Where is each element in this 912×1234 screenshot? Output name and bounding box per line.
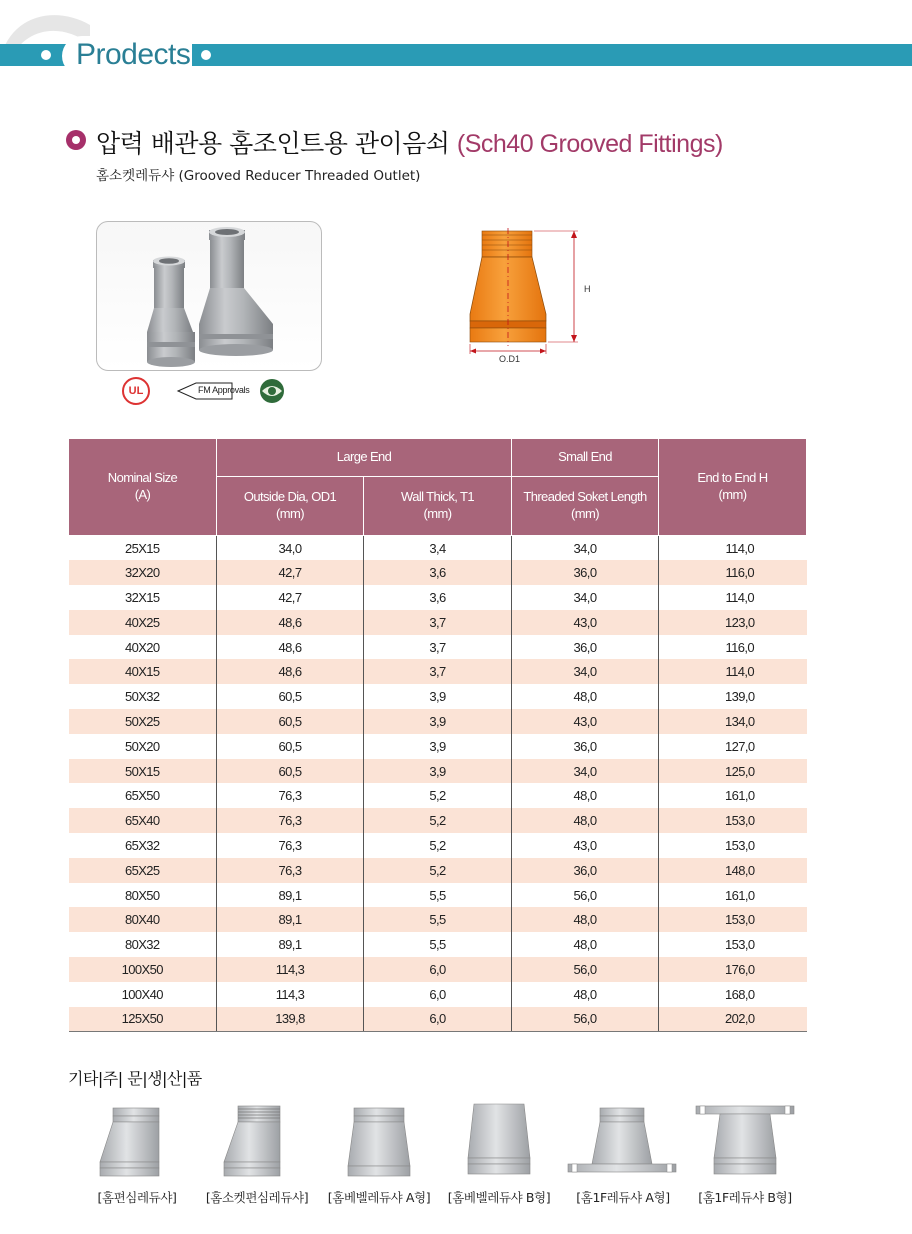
cell-outside-dia: 60,5 (217, 684, 364, 709)
header-large-end: Large End (217, 439, 512, 477)
cell-outside-dia: 76,3 (217, 858, 364, 883)
cell-threaded-length: 34,0 (512, 536, 659, 561)
cell-outside-dia: 60,5 (217, 709, 364, 734)
cell-nominal-size: 40X15 (69, 659, 217, 684)
cell-threaded-length: 48,0 (512, 907, 659, 932)
cell-wall-thick: 3,9 (364, 709, 512, 734)
table-row (69, 684, 807, 709)
cell-end-to-end: 153,0 (659, 833, 807, 858)
product-label: [홈베벨레듀샤 A형] (327, 1190, 431, 1205)
od-label: O.D1 (499, 354, 521, 364)
table-row (69, 610, 807, 635)
cell-outside-dia: 34,0 (217, 536, 364, 561)
section-title (96, 124, 723, 160)
cell-threaded-length: 48,0 (512, 684, 659, 709)
cell-outside-dia: 48,6 (217, 610, 364, 635)
cell-nominal-size: 50X32 (69, 684, 217, 709)
table-row (69, 883, 807, 908)
cell-outside-dia: 42,7 (217, 560, 364, 585)
cell-wall-thick: 5,2 (364, 858, 512, 883)
table-row (69, 833, 807, 858)
cell-threaded-length: 36,0 (512, 734, 659, 759)
cell-end-to-end: 127,0 (659, 734, 807, 759)
cell-nominal-size: 40X20 (69, 635, 217, 660)
header-end-to-end: End to End H (mm) (659, 439, 807, 536)
cell-nominal-size: 80X50 (69, 883, 217, 908)
1f-reducer-b-icon (684, 1100, 806, 1186)
cell-threaded-length: 36,0 (512, 560, 659, 585)
product-photo (96, 221, 322, 371)
cell-outside-dia: 114,3 (217, 982, 364, 1007)
cell-end-to-end: 139,0 (659, 684, 807, 709)
cell-nominal-size: 125X50 (69, 1007, 217, 1032)
cell-wall-thick: 5,2 (364, 808, 512, 833)
cell-wall-thick: 6,0 (364, 1007, 512, 1032)
table-row (69, 659, 807, 684)
cell-wall-thick: 6,0 (364, 982, 512, 1007)
cell-outside-dia: 76,3 (217, 783, 364, 808)
cell-outside-dia: 139,8 (217, 1007, 364, 1032)
cell-end-to-end: 114,0 (659, 659, 807, 684)
cell-wall-thick: 5,2 (364, 783, 512, 808)
table-row (69, 759, 807, 784)
cell-end-to-end: 153,0 (659, 808, 807, 833)
product-label: [홈1F레듀샤 A형] (576, 1190, 670, 1205)
cell-outside-dia: 48,6 (217, 659, 364, 684)
table-row (69, 560, 807, 585)
cell-outside-dia: 76,3 (217, 808, 364, 833)
cell-nominal-size: 40X25 (69, 610, 217, 635)
section-title-english: (Sch40 Grooved Fittings) (456, 130, 723, 158)
socket-eccentric-reducer-icon (196, 1100, 318, 1186)
cell-nominal-size: 80X32 (69, 932, 217, 957)
cell-nominal-size: 50X20 (69, 734, 217, 759)
cell-wall-thick: 3,9 (364, 734, 512, 759)
cell-threaded-length: 43,0 (512, 833, 659, 858)
product-label: [홈베벨레듀샤 B형] (447, 1190, 551, 1205)
cell-outside-dia: 89,1 (217, 883, 364, 908)
table-row (69, 536, 807, 561)
table-row (69, 734, 807, 759)
eccentric-reducer-icon (76, 1100, 198, 1186)
cell-nominal-size: 25X15 (69, 536, 217, 561)
table-row (69, 1007, 807, 1032)
cell-threaded-length: 48,0 (512, 808, 659, 833)
cell-end-to-end: 134,0 (659, 709, 807, 734)
cell-threaded-length: 48,0 (512, 783, 659, 808)
cell-nominal-size: 32X20 (69, 560, 217, 585)
cell-nominal-size: 80X40 (69, 907, 217, 932)
product-label: [홈소켓편심레듀샤] (205, 1190, 309, 1205)
cell-outside-dia: 42,7 (217, 585, 364, 610)
reducer-fittings-image (97, 222, 322, 371)
header-outside-dia: Outside Dia, OD1 (mm) (217, 477, 364, 536)
product-1f-reducer-a (562, 1100, 684, 1210)
cell-threaded-length: 56,0 (512, 1007, 659, 1032)
header-nominal-size: Nominal Size (A) (69, 439, 217, 536)
cell-wall-thick: 3,9 (364, 684, 512, 709)
table-row (69, 982, 807, 1007)
cell-threaded-length: 36,0 (512, 858, 659, 883)
cell-nominal-size: 50X25 (69, 709, 217, 734)
reducer-dimension-diagram (462, 226, 602, 366)
cell-nominal-size: 65X40 (69, 808, 217, 833)
cell-threaded-length: 56,0 (512, 957, 659, 982)
page-title: Prodects (76, 38, 191, 71)
fm-approvals-label: FM Approvals (198, 385, 250, 395)
1f-reducer-a-icon (562, 1100, 684, 1186)
height-label: H (584, 284, 591, 294)
cell-end-to-end: 202,0 (659, 1007, 807, 1032)
certification-logos (118, 377, 298, 409)
cell-end-to-end: 161,0 (659, 783, 807, 808)
cell-threaded-length: 34,0 (512, 759, 659, 784)
header-wall-thick: Wall Thick, T1 (mm) (364, 477, 512, 536)
cell-end-to-end: 116,0 (659, 560, 807, 585)
product-socket-eccentric-reducer (196, 1100, 318, 1210)
cell-outside-dia: 60,5 (217, 759, 364, 784)
cell-nominal-size: 32X15 (69, 585, 217, 610)
cell-end-to-end: 114,0 (659, 536, 807, 561)
cell-outside-dia: 89,1 (217, 907, 364, 932)
cell-threaded-length: 43,0 (512, 610, 659, 635)
cell-nominal-size: 100X50 (69, 957, 217, 982)
cell-wall-thick: 3,6 (364, 585, 512, 610)
cell-outside-dia: 76,3 (217, 833, 364, 858)
cell-wall-thick: 5,5 (364, 883, 512, 908)
table-row (69, 957, 807, 982)
section-subtitle: 홈소켓레듀샤 (Grooved Reducer Threaded Outlet) (96, 168, 421, 184)
product-label: [홈1F레듀샤 B형] (698, 1190, 792, 1205)
cell-end-to-end: 116,0 (659, 635, 807, 660)
cell-threaded-length: 56,0 (512, 883, 659, 908)
cell-end-to-end: 168,0 (659, 982, 807, 1007)
header-dot-left (38, 47, 54, 63)
cell-end-to-end: 161,0 (659, 883, 807, 908)
cell-nominal-size: 50X15 (69, 759, 217, 784)
cell-wall-thick: 5,5 (364, 907, 512, 932)
header-threaded-length: Threaded Soket Length (mm) (512, 477, 659, 536)
cell-end-to-end: 153,0 (659, 907, 807, 932)
spec-table (68, 438, 807, 1032)
ul-logo-icon: UL (122, 377, 150, 405)
cell-wall-thick: 3,7 (364, 635, 512, 660)
cell-end-to-end: 114,0 (659, 585, 807, 610)
cell-threaded-length: 48,0 (512, 982, 659, 1007)
cell-outside-dia: 48,6 (217, 635, 364, 660)
cell-end-to-end: 176,0 (659, 957, 807, 982)
cell-wall-thick: 3,7 (364, 610, 512, 635)
table-row (69, 907, 807, 932)
product-eccentric-reducer (76, 1100, 198, 1210)
header-dot-right (198, 47, 214, 63)
cell-end-to-end: 125,0 (659, 759, 807, 784)
product-bevel-reducer-a (318, 1100, 440, 1210)
cell-nominal-size: 100X40 (69, 982, 217, 1007)
table-row (69, 709, 807, 734)
cell-nominal-size: 65X50 (69, 783, 217, 808)
bevel-reducer-a-icon (318, 1100, 440, 1186)
cell-nominal-size: 65X32 (69, 833, 217, 858)
section-title-korean: 압력 배관용 홈조인트용 관이음쇠 (96, 129, 450, 158)
section-bullet-icon (66, 130, 86, 150)
header-small-end: Small End (512, 439, 659, 477)
cell-wall-thick: 3,6 (364, 560, 512, 585)
table-row (69, 932, 807, 957)
product-bevel-reducer-b (438, 1100, 560, 1210)
cell-wall-thick: 5,2 (364, 833, 512, 858)
table-row (69, 808, 807, 833)
cell-outside-dia: 114,3 (217, 957, 364, 982)
cell-wall-thick: 3,4 (364, 536, 512, 561)
cell-end-to-end: 123,0 (659, 610, 807, 635)
cell-threaded-length: 36,0 (512, 635, 659, 660)
table-row (69, 585, 807, 610)
cell-outside-dia: 89,1 (217, 932, 364, 957)
cell-nominal-size: 65X25 (69, 858, 217, 883)
cell-wall-thick: 6,0 (364, 957, 512, 982)
table-row (69, 635, 807, 660)
table-row (69, 858, 807, 883)
table-row (69, 783, 807, 808)
cell-wall-thick: 3,7 (364, 659, 512, 684)
cell-threaded-length: 48,0 (512, 932, 659, 957)
bevel-reducer-b-icon (438, 1100, 560, 1186)
cell-end-to-end: 153,0 (659, 932, 807, 957)
product-label: [홈편심레듀샤] (97, 1190, 177, 1205)
cell-wall-thick: 3,9 (364, 759, 512, 784)
product-1f-reducer-b (684, 1100, 806, 1210)
other-products-title: 기타|주| 문|생|산|품 (68, 1069, 202, 1088)
cell-wall-thick: 5,5 (364, 932, 512, 957)
cell-outside-dia: 60,5 (217, 734, 364, 759)
cell-threaded-length: 34,0 (512, 659, 659, 684)
cell-threaded-length: 43,0 (512, 709, 659, 734)
nsp-certification-logo-icon (256, 377, 288, 405)
cell-end-to-end: 148,0 (659, 858, 807, 883)
cell-threaded-length: 34,0 (512, 585, 659, 610)
